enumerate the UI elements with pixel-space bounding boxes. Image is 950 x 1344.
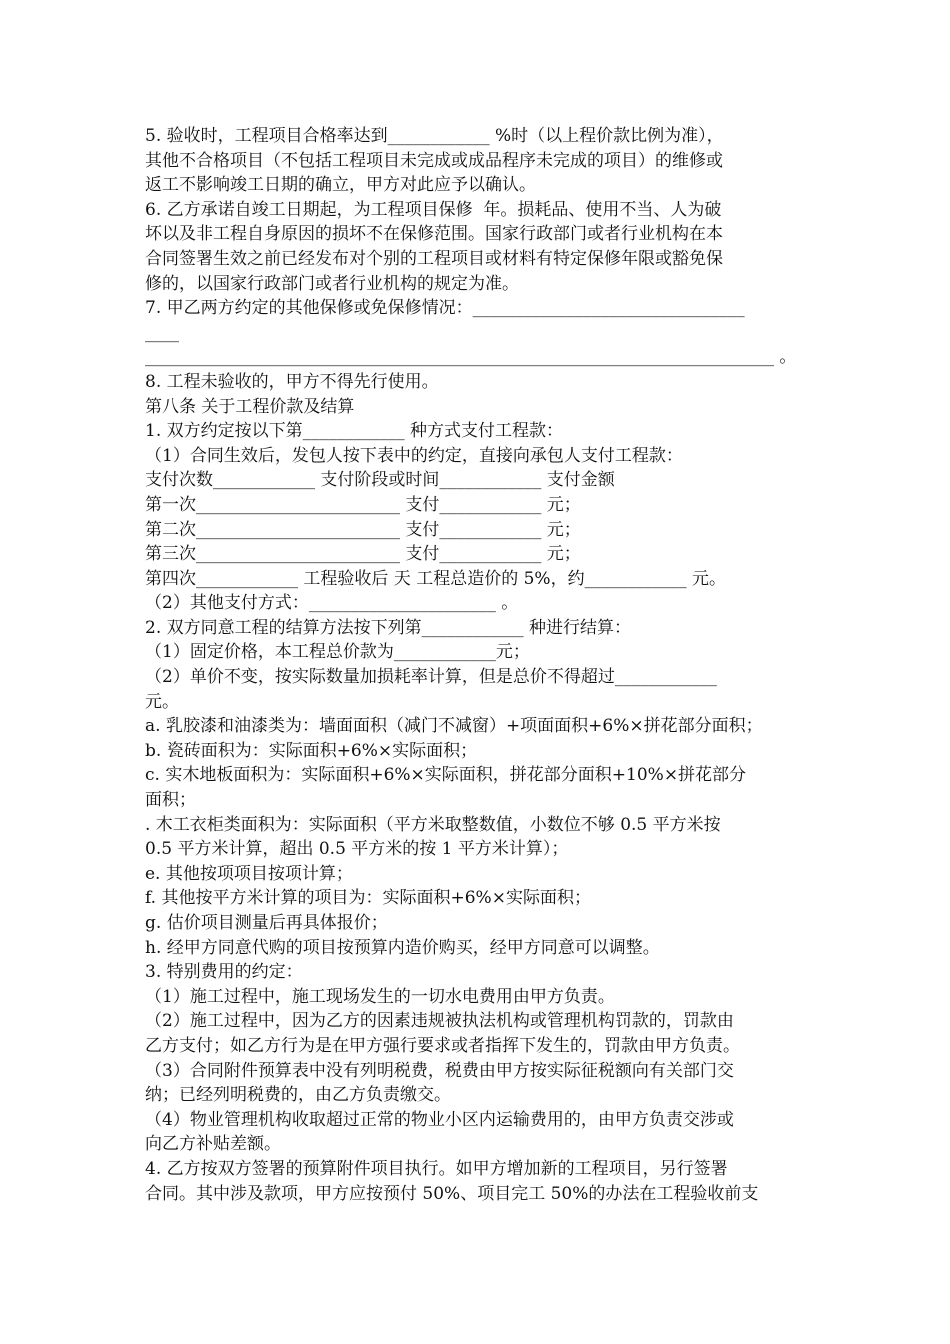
text-line: 5. 验收时，工程项目合格率达到____________ %时（以上程价款比例为准）， (145, 126, 724, 146)
text-line: （1）固定价格，本工程总价款为____________元； (145, 642, 530, 663)
text-line: （2）其他支付方式：______________________ 。 (145, 593, 519, 614)
section-heading: 第八条 关于工程价款及结算 (145, 396, 355, 417)
text-line: . 木工衣柜类面积为：实际面积（平方米取整数值，小数位不够 0.5 平方米按 (145, 814, 721, 835)
text-line: 7. 甲乙两方约定的其他保修或免保修情况：________________________________ (145, 298, 745, 319)
text-line: 2. 双方同意工程的结算方法按下列第____________ 种进行结算： (145, 617, 632, 638)
contract-text (145, 124, 810, 1206)
text-line: b. 瓷砖面积为：实际面积+6%×实际面积； (145, 740, 478, 761)
text-line: 面积； (145, 790, 196, 811)
text-line: 支付次数____________ 支付阶段或时间____________ 支付金额 (145, 470, 615, 491)
text-line: 3. 特别费用的约定： (145, 962, 303, 983)
text-line: ____ (145, 322, 179, 343)
text-line: （1）施工过程中，施工现场发生的一切水电费用由甲方负责。 (145, 986, 615, 1007)
text-line: 8. 工程未验收的，甲方不得先行使用。 (145, 371, 439, 392)
text-line: （2）单价不变，按实际数量加损耗率计算，但是总价不得超过____________ (145, 667, 717, 688)
text-line: 返工不影响竣工日期的确立，甲方对此应予以确认。 (145, 175, 536, 196)
text-line: 其他不合格项目（不包括工程项目未完成或成品程序未完成的项目）的维修或 (145, 150, 723, 171)
text-line: c. 实木地板面积为：实际面积+6%×实际面积，拼花部分面积+10%×拼花部分 (145, 765, 747, 786)
text-line: 合同签署生效之前已经发布对个别的工程项目或材料有特定保修年限或豁免保 (145, 248, 723, 269)
text-line: 第二次________________________ 支付____________ 元； (145, 519, 581, 540)
text-line: 0.5 平方米计算，超出 0.5 平方米的按 1 平方米计算）； (145, 839, 569, 860)
text-line: 4. 乙方按双方签署的预算附件项目执行。如甲方增加新的工程项目，另行签署 (145, 1158, 728, 1179)
text-line: （1）合同生效后，发包人按下表中的约定，直接向承包人支付工程款： (145, 445, 683, 466)
text-line: （4）物业管理机构收取超过正常的物业小区内运输费用的，由甲方负责交涉或 (145, 1109, 734, 1130)
text-line: h. 经甲方同意代购的项目按预算内造价购买，经甲方同意可以调整。 (145, 937, 660, 958)
text-line: f. 其他按平方米计算的项目为：实际面积+6%×实际面积； (145, 888, 591, 909)
text-line: 1. 双方约定按以下第____________ 种方式支付工程款： (145, 421, 564, 442)
text-line: 合同。其中涉及款项，甲方应按预付 50%、项目完工 50%的办法在工程验收前支 (145, 1183, 759, 1204)
text-line: 向乙方补贴差额。 (145, 1134, 281, 1155)
text-line: __________________________________________________________________________ 。 (145, 347, 797, 368)
text-line: 第一次________________________ 支付____________ 元； (145, 494, 581, 515)
text-line: （2）施工过程中，因为乙方的因素违规被执法机构或管理机构罚款的，罚款由 (145, 1011, 734, 1032)
text-line: 修的，以国家行政部门或者行业机构的规定为准。 (145, 273, 519, 294)
text-line: 元。 (145, 691, 179, 712)
text-line: e. 其他按项项目按项计算； (145, 863, 353, 884)
text-line: （3）合同附件预算表中没有列明税费，税费由甲方按实际征税额向有关部门交 (145, 1060, 734, 1081)
text-line: 坏以及非工程自身原因的损坏不在保修范围。国家行政部门或者行业机构在本 (145, 224, 723, 245)
text-line: 6. 乙方承诺自竣工日期起，为工程项目保修 年。损耗品、使用不当、人为破 (145, 199, 722, 220)
text-line: 乙方支付；如乙方行为是在甲方强行要求或者指挥下发生的，罚款由甲方负责。 (145, 1035, 740, 1056)
text-line: a. 乳胶漆和油漆类为：墙面面积（减门不减窗）+项面面积+6%×拼花部分面积； (145, 716, 763, 737)
text-line: g. 估价项目测量后再具体报价； (145, 913, 388, 933)
text-line: 第四次____________ 工程验收后 天 工程总造价的 5%，约____________ 元。 (145, 568, 726, 589)
text-line: 第三次________________________ 支付____________ 元； (145, 544, 581, 565)
text-line: 纳；已经列明税费的，由乙方负责缴交。 (145, 1085, 451, 1106)
